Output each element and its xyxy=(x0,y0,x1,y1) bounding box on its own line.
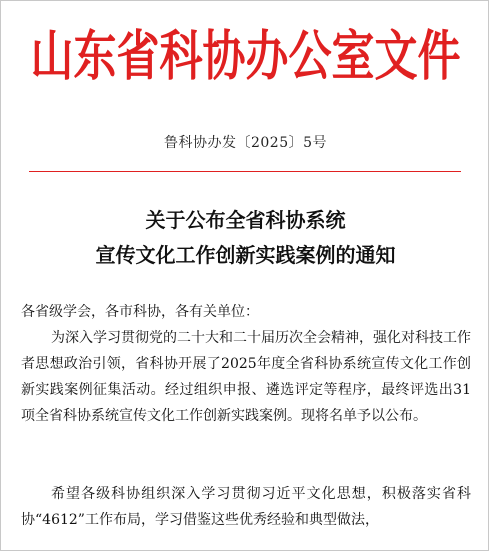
notice-title-line-2: 宣传文化工作创新实践案例的通知 xyxy=(95,243,396,267)
document-page xyxy=(1,1,489,552)
red-divider-line xyxy=(29,171,461,172)
body-paragraph-1: 为深入学习贯彻党的二十大和二十届历次全会精神，强化对科技工作者思想政治引领，省科协开展了2025年度全省科协系统宣传文化工作创新实践案例征集活动。经过组织申报、遴选评定等程序，最终评选出31项全省科协系统宣传文化工作创新实践案例。现将名单予以公布。 xyxy=(21,330,471,424)
notice-title-line-1: 关于公布全省科协系统 xyxy=(145,208,346,232)
salutation: 各省级学会，各市科协，各有关单位： xyxy=(21,304,259,320)
red-header-title: 山东省科协办公室文件 xyxy=(30,25,461,89)
body-paragraph-2: 希望各级科协组织深入学习贯彻习近平文化思想，积极落实省科协“4612”工作布局，学习借鉴这些优秀经验和典型做法， xyxy=(21,486,471,528)
document-number: 鲁科协办发〔2025〕5号 xyxy=(163,135,328,151)
